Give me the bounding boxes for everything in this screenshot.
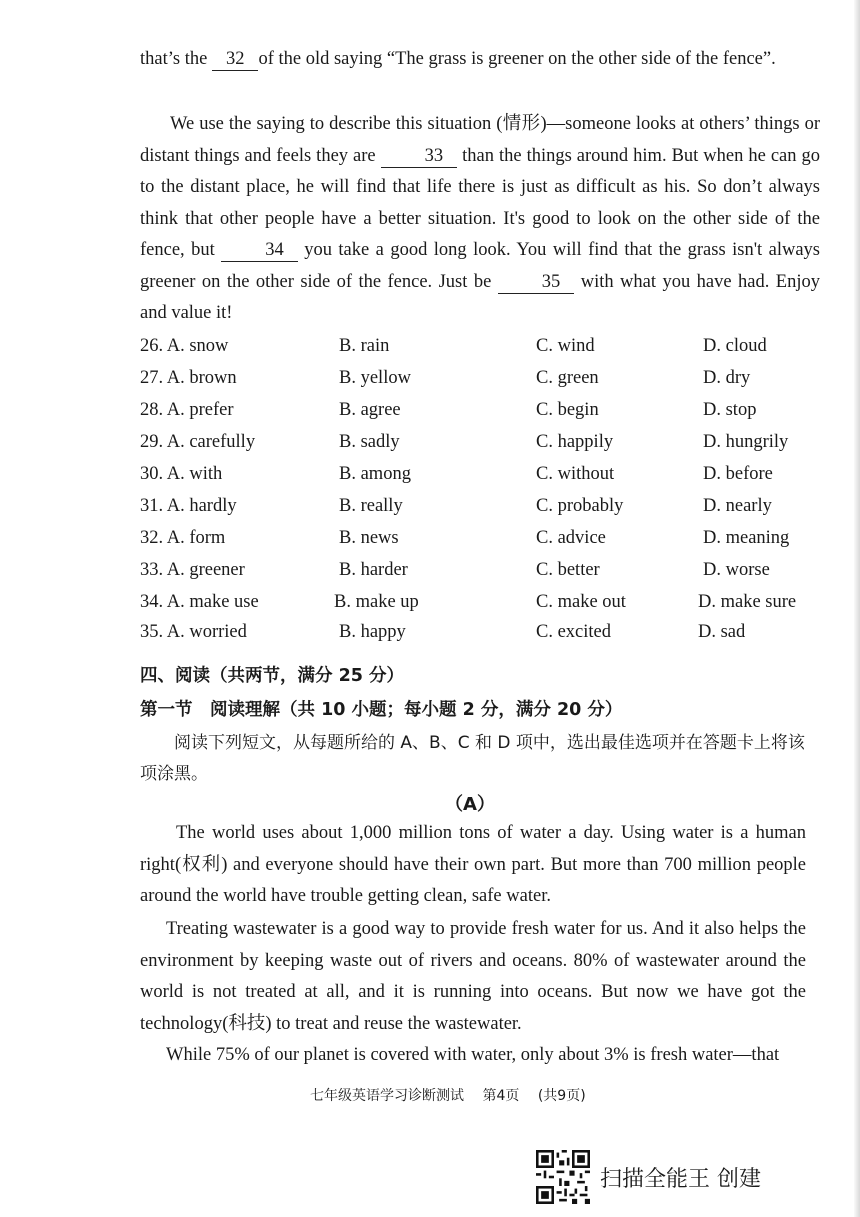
instructions: 阅读下列短文，从每题所给的 A、B、C 和 D 项中，选出最佳选项并在答题卡上将该项涂黑。 bbox=[140, 733, 805, 784]
section-heading: 四、阅读（共两节，满分 25 分） bbox=[140, 666, 405, 686]
scanner-label: 扫描全能王 创建 bbox=[600, 1167, 761, 1192]
option-d: D. cloud bbox=[703, 336, 767, 356]
page-number: 第4页 bbox=[482, 1088, 520, 1104]
option-c: C. probably bbox=[536, 496, 624, 516]
part-heading: 第一节 阅读理解（共 10 小题；每小题 2 分，满分 20 分） bbox=[140, 700, 623, 720]
passage-paragraph-3: While 75% of our planet is covered with water, only about 3% is fresh water—that bbox=[166, 1045, 780, 1065]
option-c: C. excited bbox=[536, 622, 612, 642]
passage-paragraph-1: The world uses about 1,000 million tons of water a day. Using water is a human right(权利) and everyone should have their own part. But more than 700 million people around the world have trouble getting clean, safe water. bbox=[140, 823, 806, 906]
option-b: B. sadly bbox=[339, 432, 400, 452]
option-d: D. make sure bbox=[698, 592, 797, 612]
page-footer bbox=[310, 1085, 600, 1105]
cloze-paragraph-2 bbox=[140, 109, 820, 330]
option-a: 35. A. worried bbox=[140, 622, 247, 642]
option-d: D. meaning bbox=[703, 528, 790, 548]
option-b: B. agree bbox=[339, 400, 401, 420]
option-c: C. wind bbox=[536, 336, 595, 356]
scanner-watermark bbox=[536, 1150, 806, 1206]
blank-34: 34 bbox=[221, 239, 298, 262]
option-a: 33. A. greener bbox=[140, 560, 245, 580]
cloze-paragraph-1 bbox=[140, 44, 820, 76]
blank-32: 32 bbox=[212, 48, 259, 71]
option-d: D. before bbox=[703, 464, 773, 484]
option-c: C. begin bbox=[536, 400, 599, 420]
option-a: 31. A. hardly bbox=[140, 496, 237, 516]
passage-paragraph-2: Treating wastewater is a good way to provide fresh water for us. And it also helps the environment by keeping waste out of rivers and oceans. 80% of wastewater around the world is not treated at all, and it is running into oceans. But now we have got the technology(科技) to treat and reuse the wastewater. bbox=[140, 919, 806, 1034]
page-total: (共9页) bbox=[537, 1088, 586, 1104]
option-a: 32. A. form bbox=[140, 528, 226, 548]
option-b: B. harder bbox=[339, 560, 408, 580]
option-c: C. advice bbox=[536, 528, 606, 548]
option-d: D. nearly bbox=[703, 496, 772, 516]
option-a: 29. A. carefully bbox=[140, 432, 256, 452]
option-b: B. make up bbox=[334, 592, 419, 612]
option-a: 26. A. snow bbox=[140, 336, 229, 356]
option-d: D. sad bbox=[698, 622, 746, 642]
passage-title: （A） bbox=[445, 794, 495, 815]
option-c: C. make out bbox=[536, 592, 626, 612]
exam-name: 七年级英语学习诊断测试 bbox=[310, 1088, 464, 1104]
option-a: 30. A. with bbox=[140, 464, 223, 484]
page-edge-shadow bbox=[854, 0, 860, 1217]
text-run: of the old saying “The grass is greener on the other side of the fence”. bbox=[258, 49, 776, 69]
text-run: We use the saying to describe this situation (情形)—someone looks at others’ things or distant things and feels they are bbox=[140, 114, 820, 166]
option-c: C. without bbox=[536, 464, 615, 484]
option-b: B. rain bbox=[339, 336, 390, 356]
text-run: you take a good long look. You will find that the grass isn't always greener on the other side of the fence. Just be bbox=[140, 240, 820, 292]
option-a: 28. A. prefer bbox=[140, 400, 234, 420]
option-b: B. among bbox=[339, 464, 411, 484]
blank-35: 35 bbox=[498, 271, 575, 294]
option-b: B. really bbox=[339, 496, 403, 516]
option-c: C. better bbox=[536, 560, 600, 580]
qr-code-icon bbox=[536, 1150, 590, 1204]
text-run: that’s the bbox=[140, 49, 212, 69]
option-d: D. dry bbox=[703, 368, 751, 388]
option-a: 34. A. make use bbox=[140, 592, 259, 612]
text-run: than the things around him. But when he can go to the distant place, he will find that life there is just as difficult as his. So don’t always think that other people have a better situation. It's good to look on the other side of the fence, but bbox=[140, 145, 820, 260]
text-run: with what you have had. Enjoy and value it! bbox=[140, 271, 820, 323]
option-c: C. happily bbox=[536, 432, 614, 452]
option-b: B. yellow bbox=[339, 368, 411, 388]
blank-33: 33 bbox=[381, 145, 458, 168]
option-a: 27. A. brown bbox=[140, 368, 237, 388]
option-d: D. stop bbox=[703, 400, 757, 420]
option-b: B. happy bbox=[339, 622, 406, 642]
option-d: D. worse bbox=[703, 560, 770, 580]
option-c: C. green bbox=[536, 368, 599, 388]
option-b: B. news bbox=[339, 528, 399, 548]
option-d: D. hungrily bbox=[703, 432, 789, 452]
